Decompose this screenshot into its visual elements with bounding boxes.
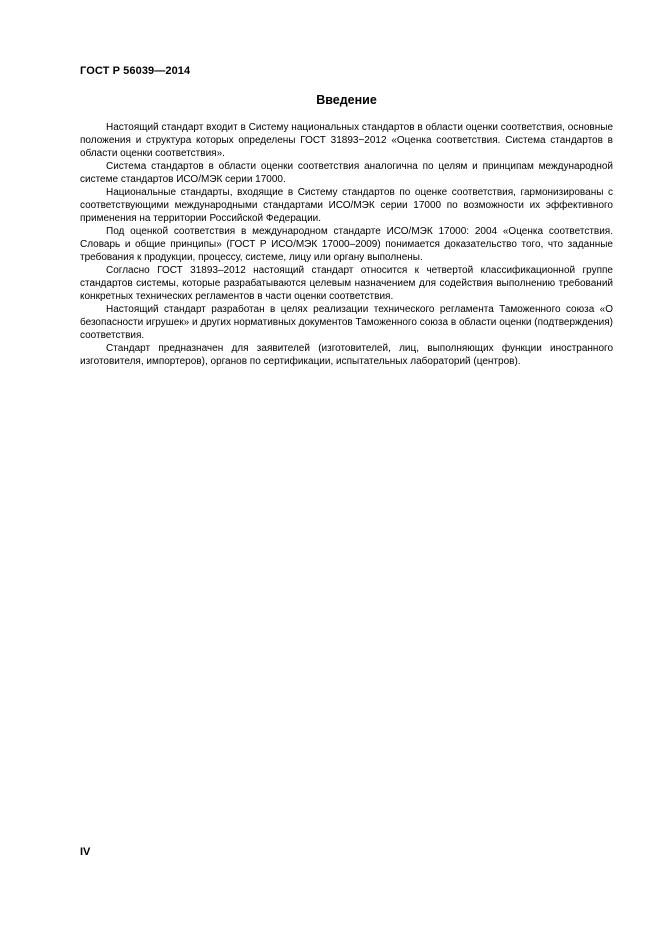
section-title: Введение xyxy=(316,93,377,107)
paragraph-4: Под оценкой соответствия в международном стандарте ИСО/МЭК 17000: 2004 «Оценка соответствия. Словарь и общие принципы» (ГОСТ Р ИСО/МЭК 17000–2009) понимается доказательство того, что заданные требования к продукции, процессу, системе, лицу или органу выполнены. xyxy=(80,226,613,263)
paragraph-2: Система стандартов в области оценки соответствия аналогична по целям и принципам международной системе стандартов ИСО/МЭК серии 17000. xyxy=(80,161,613,185)
paragraph-7: Стандарт предназначен для заявителей (изготовителей, лиц, выполняющих функции иностранного изготовителя, импортеров), органов по сертификации, испытательных лабораторий (центров). xyxy=(80,343,613,367)
introduction-body xyxy=(80,121,613,368)
paragraph-1: Настоящий стандарт входит в Систему национальных стандартов в области оценки соответствия, основные положения и структура которых определены ГОСТ 31893−2012 «Оценка соответствия. Система стандартов в области оценки соответствия». xyxy=(80,122,613,159)
paragraph-5: Согласно ГОСТ 31893–2012 настоящий стандарт относится к четвертой классификационной группе стандартов системы, которые разрабатываются целевым назначением для содействия выполнению требований конкретных технических регламентов в части оценки соответствия. xyxy=(80,265,613,302)
paragraph-3: Национальные стандарты, входящие в Систему стандартов по оценке соответствия, гармонизированы с соответствующими международными стандартами ИСО/МЭК серии 17000 по возможности их эффективного применения на территории Российской Федерации. xyxy=(80,187,613,224)
document-code: ГОСТ Р 56039—2014 xyxy=(80,65,191,77)
page-number: IV xyxy=(80,846,91,858)
paragraph-6: Настоящий стандарт разработан в целях реализации технического регламента Таможенного союза «О безопасности игрушек» и других нормативных документов Таможенного союза в области оценки (подтверждения) соответствия. xyxy=(80,304,613,341)
